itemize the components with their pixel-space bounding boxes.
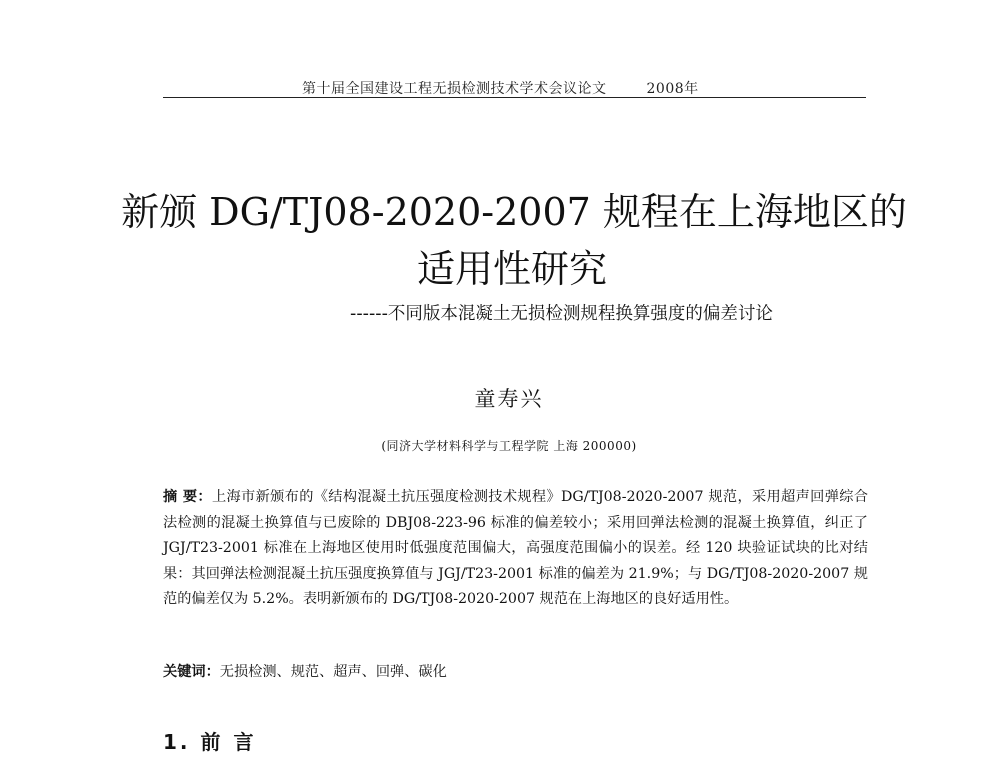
keywords-text: 无损检测、规范、超声、回弹、碳化 — [219, 664, 447, 680]
abstract-text: 上海市新颁布的《结构混凝土抗压强度检测技术规程》DG/TJ08-2020-2007 规范，采用超声回弹综合法检测的混凝土换算值与已废除的 DBJ08-223-96 标准的偏差较小；采用回弹法检测的混凝土换算值，纠正了 JGJ/T23-2001 标准在上海地区使用时低强度范围偏大，高强度范围偏小的误差。经 120 块验证试块的比对结果：其回弹法检测混凝土抗压强度换算值与 JGJ/T23-2001 标准的偏差为 21.9%；与 DG/TJ08-2020-2007 规范的偏差仅为 5.2%。表明新颁布的 DG/TJ08-2020-2007 规范在上海地区的良好适用性。 — [163, 489, 868, 607]
paper-title-line-2: 适用性研究 — [416, 247, 607, 291]
section-title: 前 言 — [200, 730, 257, 754]
conference-year: 2008年 — [646, 81, 699, 97]
paper-subtitle: ------不同版本混凝土无损检测规程换算强度的偏差讨论 — [350, 304, 773, 324]
paper-title-line-1: 新颁 DG/TJ08-2020-2007 规程在上海地区的 — [121, 190, 907, 234]
section-number: 1. — [163, 730, 191, 754]
header-rule — [163, 97, 866, 98]
conference-name: 第十届全国建设工程无损检测技术学术会议论文 — [302, 81, 607, 97]
keywords-line — [163, 660, 868, 686]
abstract-label: 摘 要： — [163, 489, 212, 505]
abstract-paragraph — [163, 485, 868, 613]
author-name: 童寿兴 — [474, 387, 544, 411]
keywords-label: 关键词： — [163, 664, 220, 680]
author-affiliation: (同济大学材料科学与工程学院 上海 200000) — [381, 439, 637, 453]
section-heading-introduction — [163, 726, 256, 755]
running-header — [302, 78, 699, 98]
